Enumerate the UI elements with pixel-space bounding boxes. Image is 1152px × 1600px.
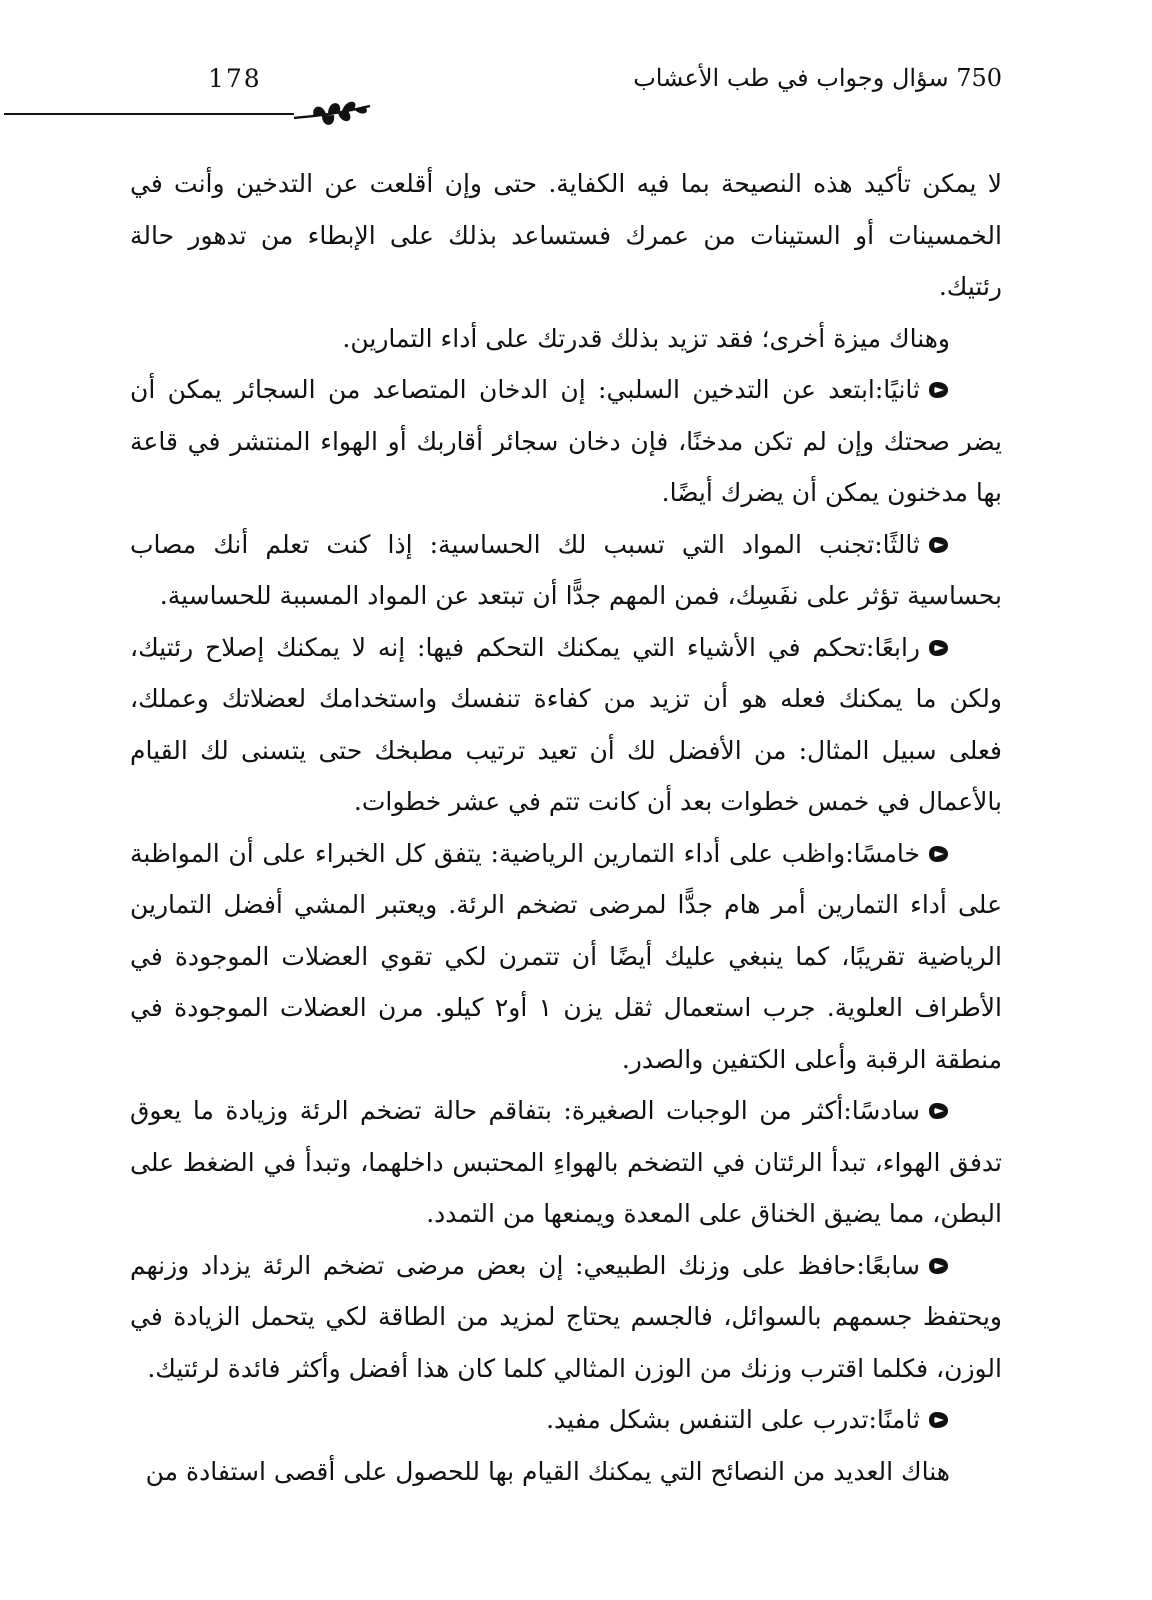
book-title: 750 سؤال وجواب في طب الأعشاب [633,64,1002,92]
paragraph-text: تحكم في الأشياء التي يمكنك التحكم فيها: إنه لا يمكنك إصلاح رئتيك، ولكن ما يمكنك فعله هو أن تزيد من كفاءة تنفسك واستخدامك لعضلاتك وعملك، فعلى سبيل المثال: من الأفضل لك أن تعيد ترتيب مطبخك حتى يتسنى لك القيام بالأعمال في خمس خطوات بعد أن كانت تتم في عشر خطوات. [130,632,1002,816]
list-item [130,1085,1002,1240]
page-body [130,158,1002,1497]
paragraph-text: لا يمكن تأكيد هذه النصيحة بما فيه الكفاية. حتى وإن أقلعت عن التدخين وأنت في الخمسينات أو الستينات من عمرك فستساعد بذلك على الإبطاء من تدهور حالة رئتيك. [130,169,1002,301]
point-title: سابعًا: [856,1250,920,1280]
list-item [130,828,1002,1086]
header-rule [4,113,294,115]
point-title: ثامنًا: [868,1405,920,1434]
pointer-bullet-icon [928,1411,950,1429]
paragraph-text: هناك العديد من النصائح التي يمكنك القيام بها للحصول على أقصى استفادة من [145,1456,950,1486]
body-paragraph [130,158,1002,313]
paragraph-text: وهناك ميزة أخرى؛ فقد تزيد بذلك قدرتك على أداء التمارين. [342,323,950,353]
list-item [130,519,1002,622]
pointer-bullet-icon [928,1257,950,1275]
page-number: 178 [208,64,262,93]
body-paragraph [130,1446,1002,1498]
page-header [130,52,1002,102]
body-paragraph [130,313,1002,365]
paragraph-text: تدرب على التنفس بشكل مفيد. [546,1405,869,1434]
paragraph-text: تجنب المواد التي تسبب لك الحساسية: إذا كنت تعلم أنك مصاب بحساسية تؤثر على نفَسِك، فمن المهم جدًّا أن تبتعد عن المواد المسببة للحساسية. [130,529,1002,610]
pointer-bullet-icon [928,381,950,399]
list-item [130,364,1002,519]
pointer-bullet-icon [928,1102,950,1120]
paragraph-text: أكثر من الوجبات الصغيرة: بتفاقم حالة تضخم الرئة وزيادة ما يعوق تدفق الهواء، تبدأ الرئتان في التضخم بالهواءِ المحتبس داخلهما، وتبدأ في الضغط على البطن، مما يضيق الخناق على المعدة ويمنعها من التمدد. [130,1096,1002,1228]
point-title: رابعًا: [865,632,920,662]
paragraph-text: واظب على أداء التمارين الرياضية: يتفق كل الخبراء على أن المواظبة على أداء التمارين أمر هام جدًّا لمرضى تضخم الرئة. ويعتبر المشي أفضل التمارين الرياضية تقريبًا، كما ينبغي عليك أيضًا أن تتمرن لكي تقوي العضلات الموجودة في الأطراف العلوية. جرب استعمال ثقل يزن ١ أو٢ كيلو. مرن العضلات الموجودة في منطقة الرقبة وأعلى الكتفين والصدر. [130,838,1002,1074]
list-item [130,1240,1002,1395]
paragraph-text: حافظ على وزنك الطبيعي: إن بعض مرضى تضخم الرئة يزداد وزنهم ويحتفظ جسمهم بالسوائل، فالجسم يحتاج لمزيد من الطاقة لكي يتحمل الزيادة في الوزن، فكلما اقترب وزنك من الوزن المثالي كلما كان هذا أفضل وأكثر فائدة لرئتيك. [130,1250,1002,1383]
list-item [130,1394,1002,1446]
leaf-sprig-icon [292,96,374,132]
point-title: سادسًا: [843,1096,920,1125]
pointer-bullet-icon [928,845,950,863]
point-title: ثانيًا: [874,375,920,404]
point-title: خامسًا: [845,838,920,868]
pointer-bullet-icon [928,536,950,554]
point-title: ثالثًا: [874,529,920,559]
list-item [130,622,1002,828]
pointer-bullet-icon [928,639,950,657]
paragraph-text: ابتعد عن التدخين السلبي: إن الدخان المتصاعد من السجائر يمكن أن يضر صحتك وإن لم تكن مدخنًا، فإن دخان سجائر أقاربك أو الهواء المنتشر في قاعة بها مدخنون يمكن أن يضرك أيضًا. [130,375,1002,507]
